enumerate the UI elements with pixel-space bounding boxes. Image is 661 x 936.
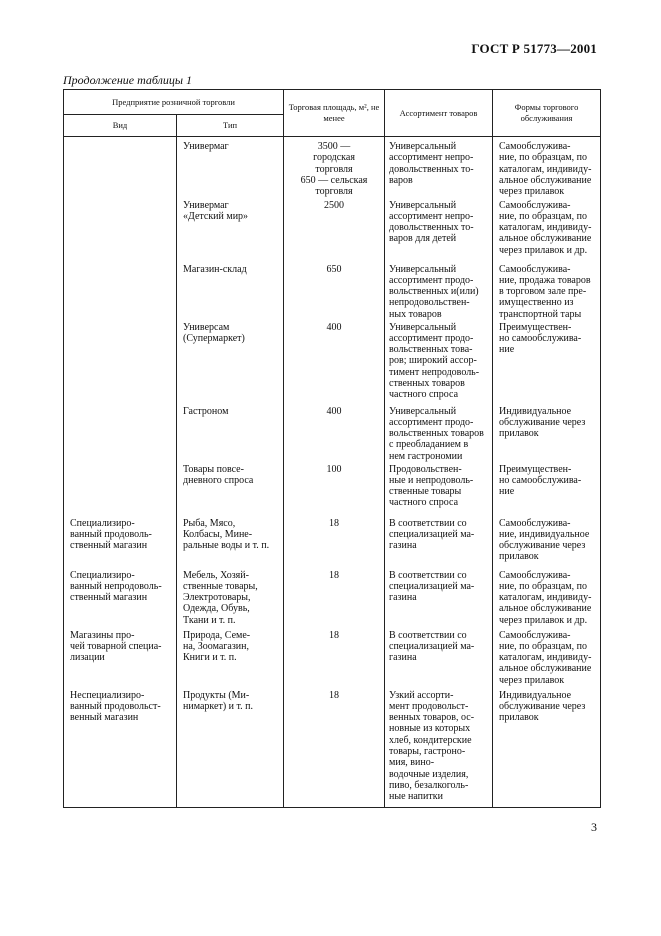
cell-type: Природа, Семе- на, Зоомагазин, Книги и т. п.	[177, 630, 284, 690]
cell-area: 400	[284, 406, 385, 464]
header-retail-enterprise: Предприятие розничной торговли	[64, 90, 284, 115]
cell-service-forms: Самообслужива- ние, продажа товаров в торговом зале пре- имущественно из транспортной тары	[493, 264, 601, 322]
table-row	[64, 570, 601, 630]
table-row	[64, 518, 601, 570]
table-row	[64, 264, 601, 322]
page-number: 3	[591, 820, 597, 834]
cell-area: 3500 — городская торговля 650 — сельская торговля	[284, 137, 385, 200]
header-type: Тип	[177, 115, 284, 137]
table-caption: Продолжение таблицы 1	[63, 73, 193, 87]
standard-code: ГОСТ Р 51773—2001	[471, 41, 597, 56]
cell-kind	[64, 137, 177, 200]
cell-assortment: Универсальный ассортимент продо- вольственных и(или) непродовольствен- ных товаров	[385, 264, 493, 322]
table-row	[64, 406, 601, 464]
cell-service-forms: Преимуществен- но самообслужива- ние	[493, 464, 601, 518]
cell-assortment: Универсальный ассортимент непро- довольственных то- варов для детей	[385, 200, 493, 264]
cell-type: Мебель, Хозяй- ственные товары, Электротовары, Одежда, Обувь, Ткани и т. п.	[177, 570, 284, 630]
cell-kind	[64, 464, 177, 518]
cell-service-forms: Индивидуальное обслуживание через прилавок	[493, 690, 601, 808]
cell-service-forms: Самообслужива- ние, по образцам, по каталогам, индивиду- альное обслуживание через прилавок	[493, 137, 601, 200]
header-trade-area: Торговая площадь, м², не менее	[284, 90, 385, 137]
cell-kind: Специализиро- ванный продоволь- ственный магазин	[64, 518, 177, 570]
table-row	[64, 464, 601, 518]
header-kind: Вид	[64, 115, 177, 137]
cell-kind: Магазины про- чей товарной специа- лизации	[64, 630, 177, 690]
cell-type: Универмаг «Детский мир»	[177, 200, 284, 264]
cell-assortment: В соответствии со специализацией ма- газина	[385, 630, 493, 690]
cell-type: Универмаг	[177, 137, 284, 200]
cell-area: 18	[284, 518, 385, 570]
cell-area: 2500	[284, 200, 385, 264]
cell-kind	[64, 406, 177, 464]
cell-service-forms: Преимуществен- но самообслужива- ние	[493, 322, 601, 406]
table-row	[64, 137, 601, 200]
header-assortment: Ассортимент товаров	[385, 90, 493, 137]
cell-kind: Неспециализиро- ванный продовольст- венный магазин	[64, 690, 177, 808]
cell-area: 400	[284, 322, 385, 406]
cell-kind: Специализиро- ванный непродоволь- ственный магазин	[64, 570, 177, 630]
cell-assortment: Продовольствен- ные и непродоволь- ственные товары частного спроса	[385, 464, 493, 518]
cell-assortment: В соответствии со специализацией ма- газина	[385, 518, 493, 570]
cell-type: Гастроном	[177, 406, 284, 464]
cell-type: Магазин-склад	[177, 264, 284, 322]
cell-service-forms: Самообслужива- ние, по образцам, по каталогам, индивиду- альное обслуживание через прилавок и др.	[493, 200, 601, 264]
cell-type: Универсам (Супермаркет)	[177, 322, 284, 406]
cell-area: 100	[284, 464, 385, 518]
header-service-forms: Формы торгового обслуживания	[493, 90, 601, 137]
table-row	[64, 630, 601, 690]
cell-type: Рыба, Мясо, Колбасы, Мине- ральные воды и т. п.	[177, 518, 284, 570]
cell-kind	[64, 322, 177, 406]
table-row	[64, 690, 601, 808]
cell-kind	[64, 200, 177, 264]
cell-area: 650	[284, 264, 385, 322]
cell-assortment: Узкий ассорти- мент продовольст- венных товаров, ос- новные из которых хлеб, кондитерские товары, гастроно- мия, вино- водочные изделия, пиво, безалкоголь- ные напитки	[385, 690, 493, 808]
cell-assortment: Универсальный ассортимент продо- вольственных товаров с преобладанием в нем гастрономии	[385, 406, 493, 464]
cell-service-forms: Самообслужива- ние, по образцам, по каталогам, индивиду- альное обслуживание через прилавок	[493, 630, 601, 690]
cell-assortment: Универсальный ассортимент продо- вольственных това- ров; широкий ассор- тимент непродоволь- ственных товаров частного спроса	[385, 322, 493, 406]
cell-kind	[64, 264, 177, 322]
cell-area: 18	[284, 630, 385, 690]
cell-type: Продукты (Ми- нимаркет) и т. п.	[177, 690, 284, 808]
cell-service-forms: Самообслужива- ние, по образцам, по каталогам, индивиду- альное обслуживание через прилавок и др.	[493, 570, 601, 630]
cell-service-forms: Самообслужива- ние, индивидуальное обслуживание через прилавок	[493, 518, 601, 570]
cell-assortment: В соответствии со специализацией ма- газина	[385, 570, 493, 630]
cell-assortment: Универсальный ассортимент непро- довольственных то- варов	[385, 137, 493, 200]
retail-enterprise-table	[63, 89, 601, 808]
table-row	[64, 322, 601, 406]
cell-type: Товары повсе- дневного спроса	[177, 464, 284, 518]
cell-area: 18	[284, 690, 385, 808]
table-row	[64, 200, 601, 264]
cell-service-forms: Индивидуальное обслуживание через прилавок	[493, 406, 601, 464]
cell-area: 18	[284, 570, 385, 630]
